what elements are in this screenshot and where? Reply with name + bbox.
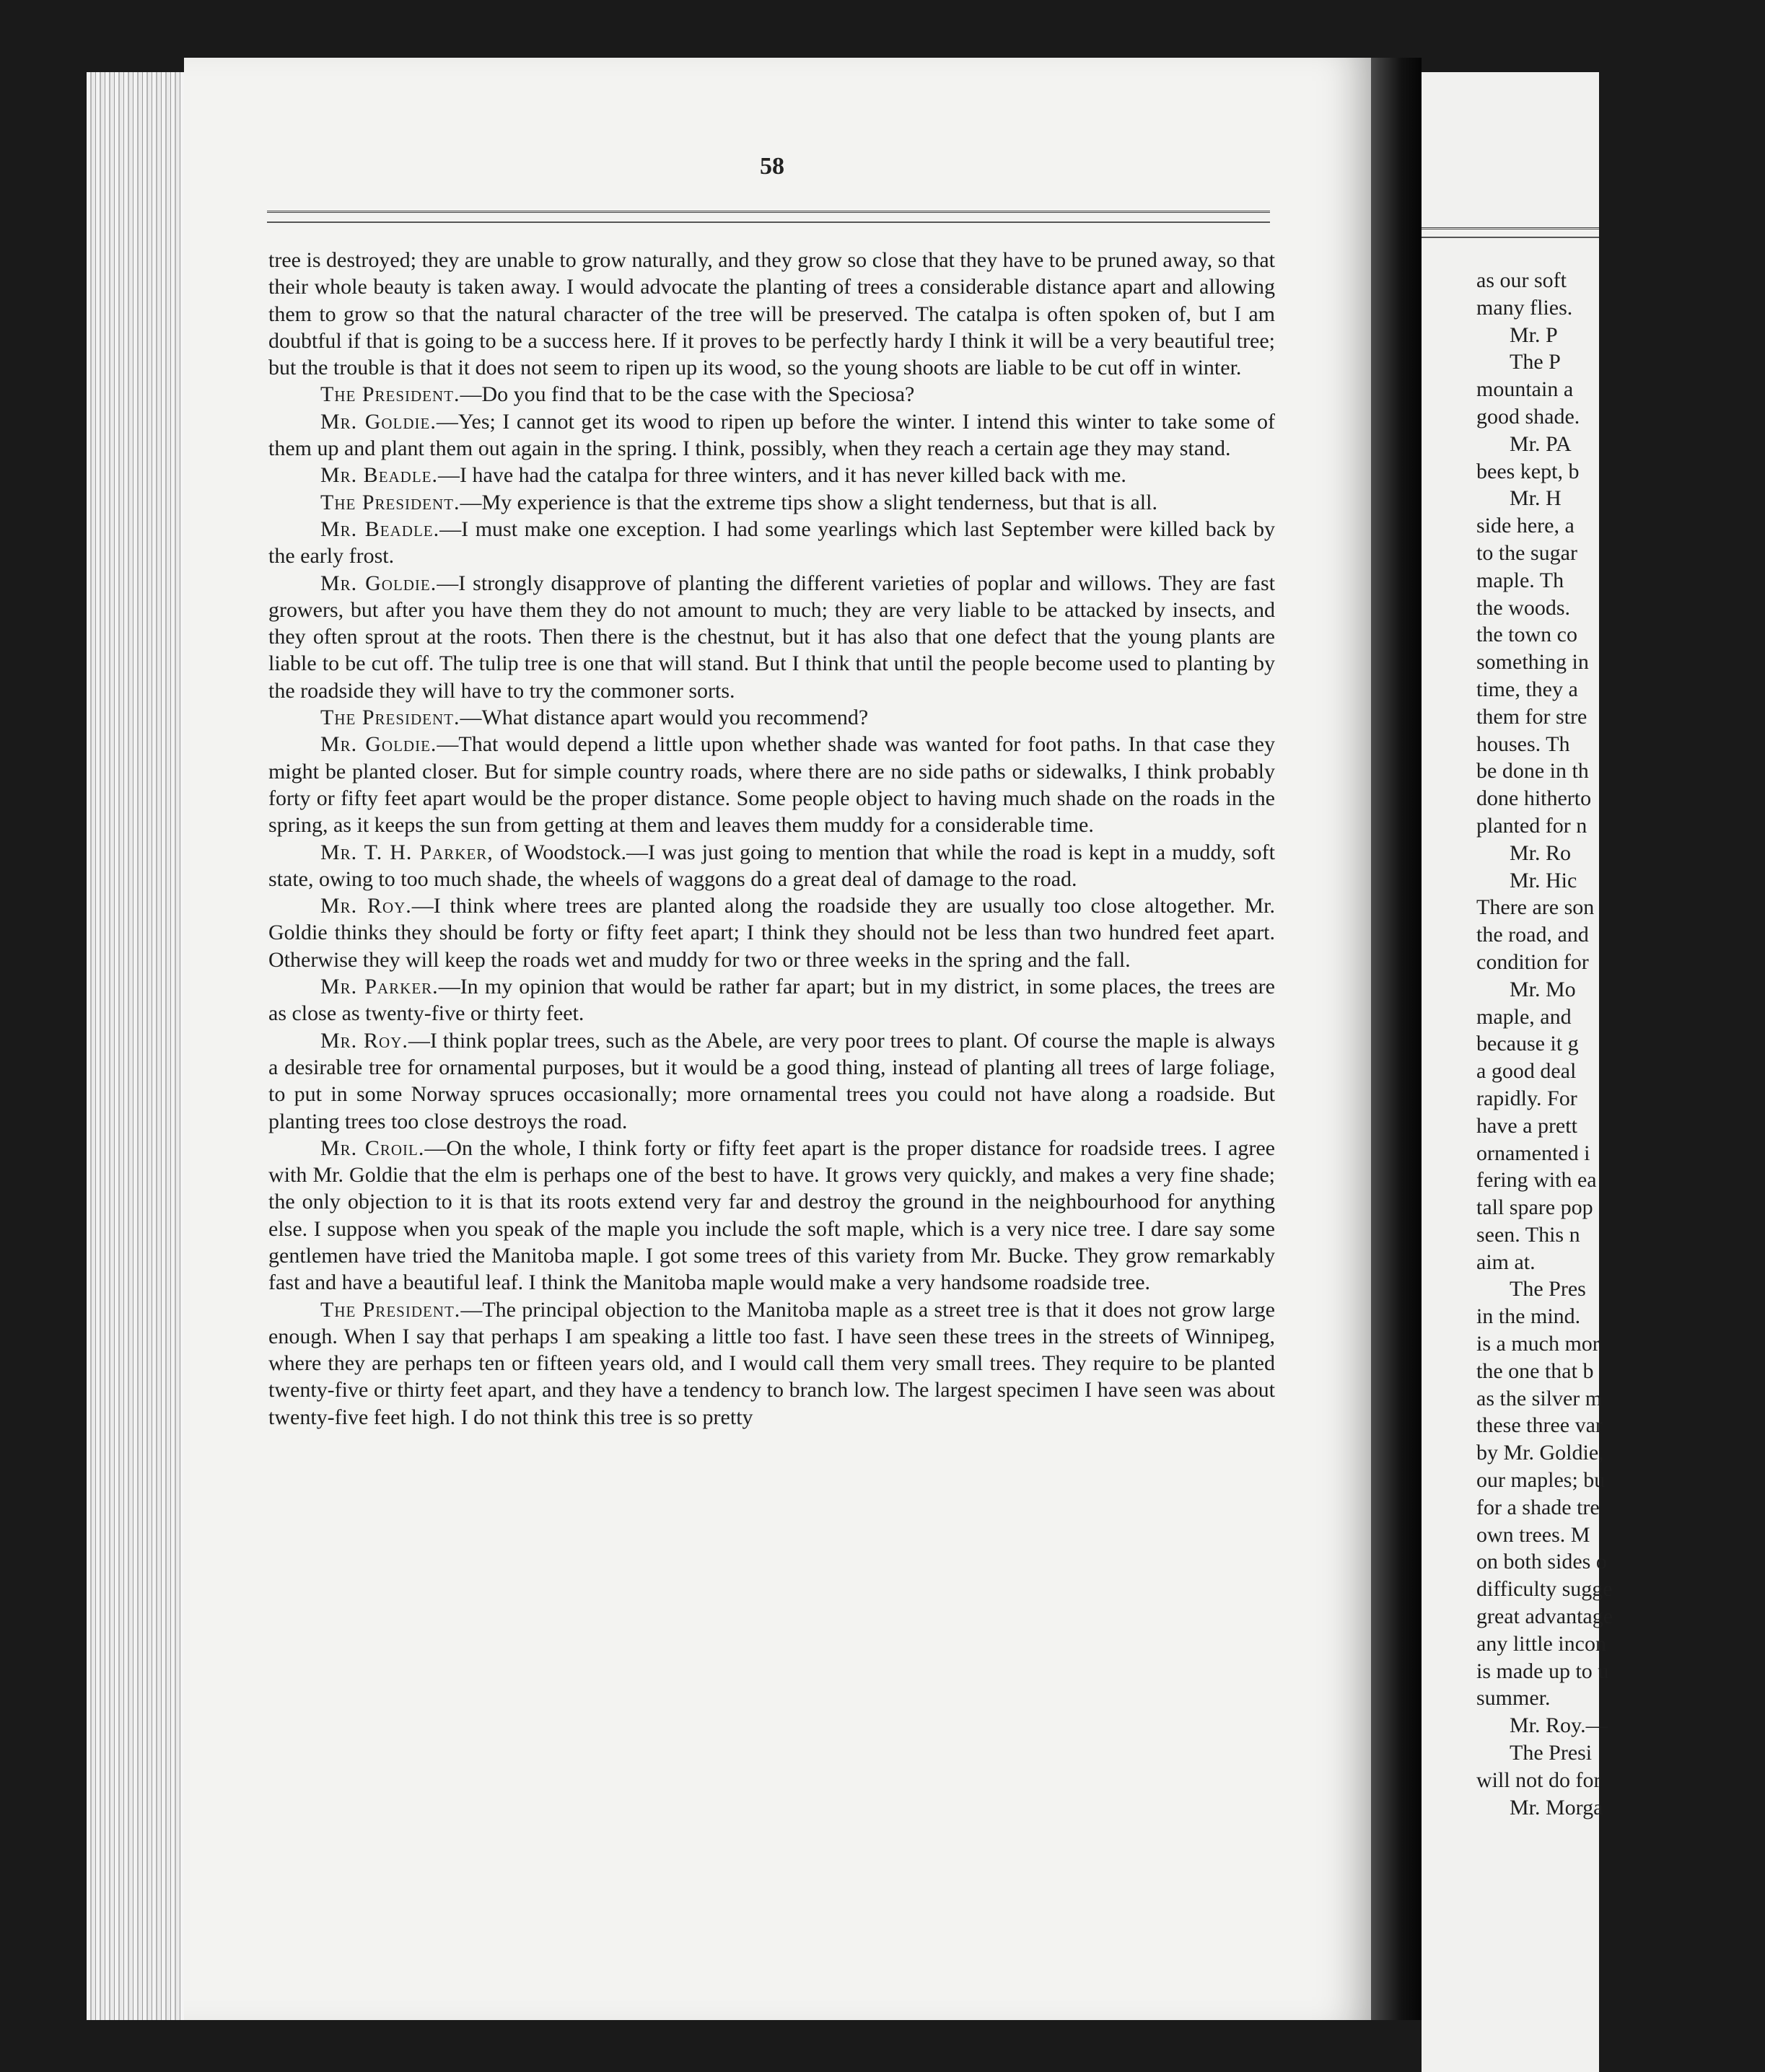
facing-header-rule <box>1422 227 1599 238</box>
header-rule <box>267 211 1270 223</box>
facing-line: rapidly. For <box>1476 1086 1577 1110</box>
facing-line: Mr. H <box>1510 486 1562 511</box>
facing-line: ornamented i <box>1476 1141 1590 1165</box>
facing-line: The P <box>1510 350 1561 374</box>
paragraph <box>268 892 1275 973</box>
paragraph <box>268 1296 1275 1431</box>
speaker-name: Mr. Beadle. <box>320 517 440 541</box>
paragraph-text: —I must make one exception. I had some yearlings which last September were killed back by the early frost. <box>268 517 1275 569</box>
speaker-name: The President. <box>320 490 460 514</box>
facing-line: be done in th <box>1476 759 1589 783</box>
paragraph-text: —Yes; I cannot get its wood to ripen up before the winter. I intend this winter to take some of them up and plant them out again in the spring. I think, possibly, when they reach a certain age they may stand. <box>268 409 1276 461</box>
facing-line: mountain a <box>1476 377 1574 402</box>
facing-line: planted for n <box>1476 813 1587 838</box>
paragraph-text: —On the whole, I think forty or fifty feet apart is the proper distance for roadside trees. I agree with Mr. Goldie that the elm is perhaps one of the best to have. It grows very quickly, and makes a very fine shade; the only objection to it is that its roots extend very far and destroy the ground in the neighbourhood for anything else. I suppose when you speak of the maple you include the soft maple, which is a very nice tree. I dare say some gentlemen have tried the Manitoba maple. I got some trees of this variety from Mr. Bucke. They grow remarkably fast and have a beautiful leaf. I think the Manitoba maple would make a very handsome roadside tree. <box>268 1136 1275 1295</box>
book-page-edges <box>87 72 195 2020</box>
facing-line: condition for <box>1476 949 1589 974</box>
facing-line: time, they a <box>1476 677 1578 701</box>
speaker-name: The President. <box>320 382 460 407</box>
paragraph-text: —The principal objection to the Manitoba maple as a street tree is that it does not grow large enough. When I say that perhaps I am speaking a little too fast. I have seen these trees in the streets of Winnipeg, where they are perhaps ten or fifteen years old, and I would call them very small trees. They require to be planted twenty-five or thirty feet apart, and they have a tendency to branch low. The largest specimen I have seen was about twenty-five feet high. I do not think this tree is so pretty <box>268 1297 1276 1429</box>
speaker-name: Mr. Parker. <box>320 975 439 999</box>
facing-line: them for stre <box>1476 704 1587 729</box>
facing-line: summer. <box>1476 1686 1551 1711</box>
speaker-name: The President. <box>320 706 460 730</box>
paragraph <box>268 381 1275 408</box>
facing-line: own trees. M <box>1476 1522 1590 1547</box>
facing-line: bees kept, b <box>1476 459 1580 483</box>
paragraph-text: —That would depend a little upon whether shade was wanted for foot paths. In that case they might be planted closer. But for simple country roads, where there are no side paths or sidewalks, I think probably forty or fifty feet apart would be the proper distance. Some people object to having much shade on the roads in the spring, as it keeps the sun from getting at them and leaves them muddy for a considerable time. <box>268 732 1275 838</box>
speaker-name: Mr. T. H. Parker, <box>320 840 494 864</box>
paragraph-text: —I think poplar trees, such as the Abele, are very poor trees to plant. Of course the maple is always a desirable tree for ornamental purposes, but it would be a good thing, instead of planting all trees of large foliage, to put in some Norway spruces occasionally; more ornamental trees you could not have along a roadside. But planting trees too close destroys the road. <box>268 1028 1276 1133</box>
paragraph <box>268 570 1275 704</box>
facing-line: the one that b <box>1476 1358 1594 1383</box>
facing-line: have a prett <box>1476 1113 1577 1138</box>
facing-line: something in <box>1476 650 1589 675</box>
paragraph <box>268 973 1275 1027</box>
speaker-name: Mr. Roy. <box>320 894 412 918</box>
facing-line: maple. Th <box>1476 568 1564 592</box>
facing-line: is a much mor <box>1476 1332 1600 1356</box>
body-text <box>268 247 1275 1431</box>
facing-line: the town co <box>1476 623 1577 647</box>
paragraph <box>268 731 1275 838</box>
speaker-name: Mr. Croil. <box>320 1136 425 1160</box>
facing-line: as the silver m <box>1476 1386 1603 1410</box>
facing-line: Mr. P <box>1510 322 1558 347</box>
facing-line: for a shade tre <box>1476 1495 1600 1519</box>
paragraph <box>268 1027 1275 1135</box>
facing-line: Mr. Roy.— <box>1510 1713 1608 1738</box>
paragraph <box>268 408 1275 462</box>
speaker-name: Mr. Beadle. <box>320 463 439 488</box>
facing-line: the woods. <box>1476 595 1570 620</box>
paragraph-text: tree is destroyed; they are unable to grow naturally, and they grow so close that they have to be pruned away, so that their whole beauty is taken away. I would advocate the planting of trees a considerable distance apart and allowing them to grow so that the natural character of the tree will be preserved. The catalpa is often spoken of, but I am doubtful if that is going to be a success here. If it proves to be perfectly hardy I think it will be a very beautiful tree; but the trouble is that it does not seem to ripen up its wood, so the young shoots are liable to be cut off in winter. <box>268 248 1275 380</box>
paragraph-text: —In my opinion that would be rather far apart; but in my district, in some places, the trees are as close as twenty-five or thirty feet. <box>268 975 1275 1026</box>
page-number: 58 <box>760 153 784 180</box>
facing-line: as our soft <box>1476 268 1567 292</box>
facing-line: any little incon <box>1476 1631 1606 1656</box>
facing-line: the road, and <box>1476 923 1589 947</box>
facing-line: Mr. PA <box>1510 431 1572 456</box>
facing-line: a good deal <box>1476 1059 1577 1084</box>
paragraph <box>268 247 1275 381</box>
facing-line: The Presi <box>1510 1741 1593 1765</box>
paragraph-text: —I strongly disapprove of planting the different varieties of poplar and willows. They are fast growers, but after you have them they do not amount to much; they are very liable to be attacked by insects, and they often sprout at the roots. Then there is the chestnut, but it has also that one defect that the young plants are liable to be cut off. The tulip tree is one that will stand. But I think that until the people become used to planting by the roadside they will have to try the commoner sorts. <box>268 571 1275 703</box>
book-gutter <box>1371 58 1422 2020</box>
facing-line: seen. This n <box>1476 1222 1580 1247</box>
speaker-name: The President. <box>320 1297 461 1322</box>
facing-line: There are son <box>1476 895 1595 920</box>
facing-line: The Pres <box>1510 1277 1586 1301</box>
facing-line: in the mind. <box>1476 1304 1581 1329</box>
speaker-name: Mr. Roy. <box>320 1028 408 1053</box>
paragraph-text: —What distance apart would you recommend? <box>460 706 869 730</box>
facing-line: houses. Th <box>1476 732 1570 756</box>
facing-line: Mr. Morga <box>1510 1795 1603 1819</box>
facing-line: tall spare pop <box>1476 1195 1593 1220</box>
facing-line: Mr. Hic <box>1510 868 1577 892</box>
facing-line: done hitherto <box>1476 786 1592 811</box>
paragraph <box>268 462 1275 488</box>
facing-line: Mr. Mo <box>1510 977 1576 1001</box>
paragraph <box>268 1135 1275 1296</box>
facing-line: maple, and <box>1476 1004 1572 1029</box>
facing-line: side here, a <box>1476 514 1575 538</box>
facing-line: is made up to u <box>1476 1659 1609 1683</box>
facing-line: aim at. <box>1476 1250 1536 1274</box>
paragraph-text: —I think where trees are planted along the roadside they are usually too close altogether. Mr. Goldie thinks they should be forty or fifty feet apart; I think they should not be less than two hundred feet apart. Otherwise they will keep the roads wet and muddy for two or three weeks in the spring and the fall. <box>268 894 1275 972</box>
facing-line: many flies. <box>1476 295 1573 320</box>
paragraph-text: —I have had the catalpa for three winters, and it has never killed back with me. <box>438 463 1126 488</box>
facing-line: because it g <box>1476 1032 1579 1056</box>
facing-line: by Mr. Goldie, <box>1476 1441 1604 1465</box>
facing-page <box>1422 72 1613 2072</box>
paragraph-text: —My experience is that the extreme tips show a slight tenderness, but that is all. <box>460 490 1157 514</box>
paragraph-text: of Woodstock.—I was just going to mention that while the road is kept in a muddy, soft state, owing to too much shade, the wheels of waggons do a great deal of damage to the road. <box>268 840 1275 891</box>
facing-line: will not do for <box>1476 1768 1601 1792</box>
speaker-name: Mr. Goldie. <box>320 409 437 434</box>
paragraph <box>268 704 1275 731</box>
paragraph-text: —Do you find that to be the case with the Speciosa? <box>460 382 915 407</box>
paragraph <box>268 839 1275 893</box>
paragraph <box>268 489 1275 516</box>
facing-line: on both sides o <box>1476 1550 1607 1574</box>
facing-page-text <box>1476 267 1765 1821</box>
facing-line: to the sugar <box>1476 540 1577 565</box>
facing-line: our maples; bu <box>1476 1468 1606 1493</box>
facing-line: Mr. Ro <box>1510 840 1572 865</box>
facing-line: these three var <box>1476 1413 1603 1438</box>
facing-line: great advantage <box>1476 1605 1613 1629</box>
speaker-name: Mr. Goldie. <box>320 732 437 757</box>
facing-line: good shade. <box>1476 404 1580 429</box>
paragraph <box>268 516 1275 570</box>
facing-line: difficulty sugge <box>1476 1577 1613 1602</box>
facing-line: fering with ea <box>1476 1168 1597 1193</box>
speaker-name: Mr. Goldie. <box>320 571 437 595</box>
